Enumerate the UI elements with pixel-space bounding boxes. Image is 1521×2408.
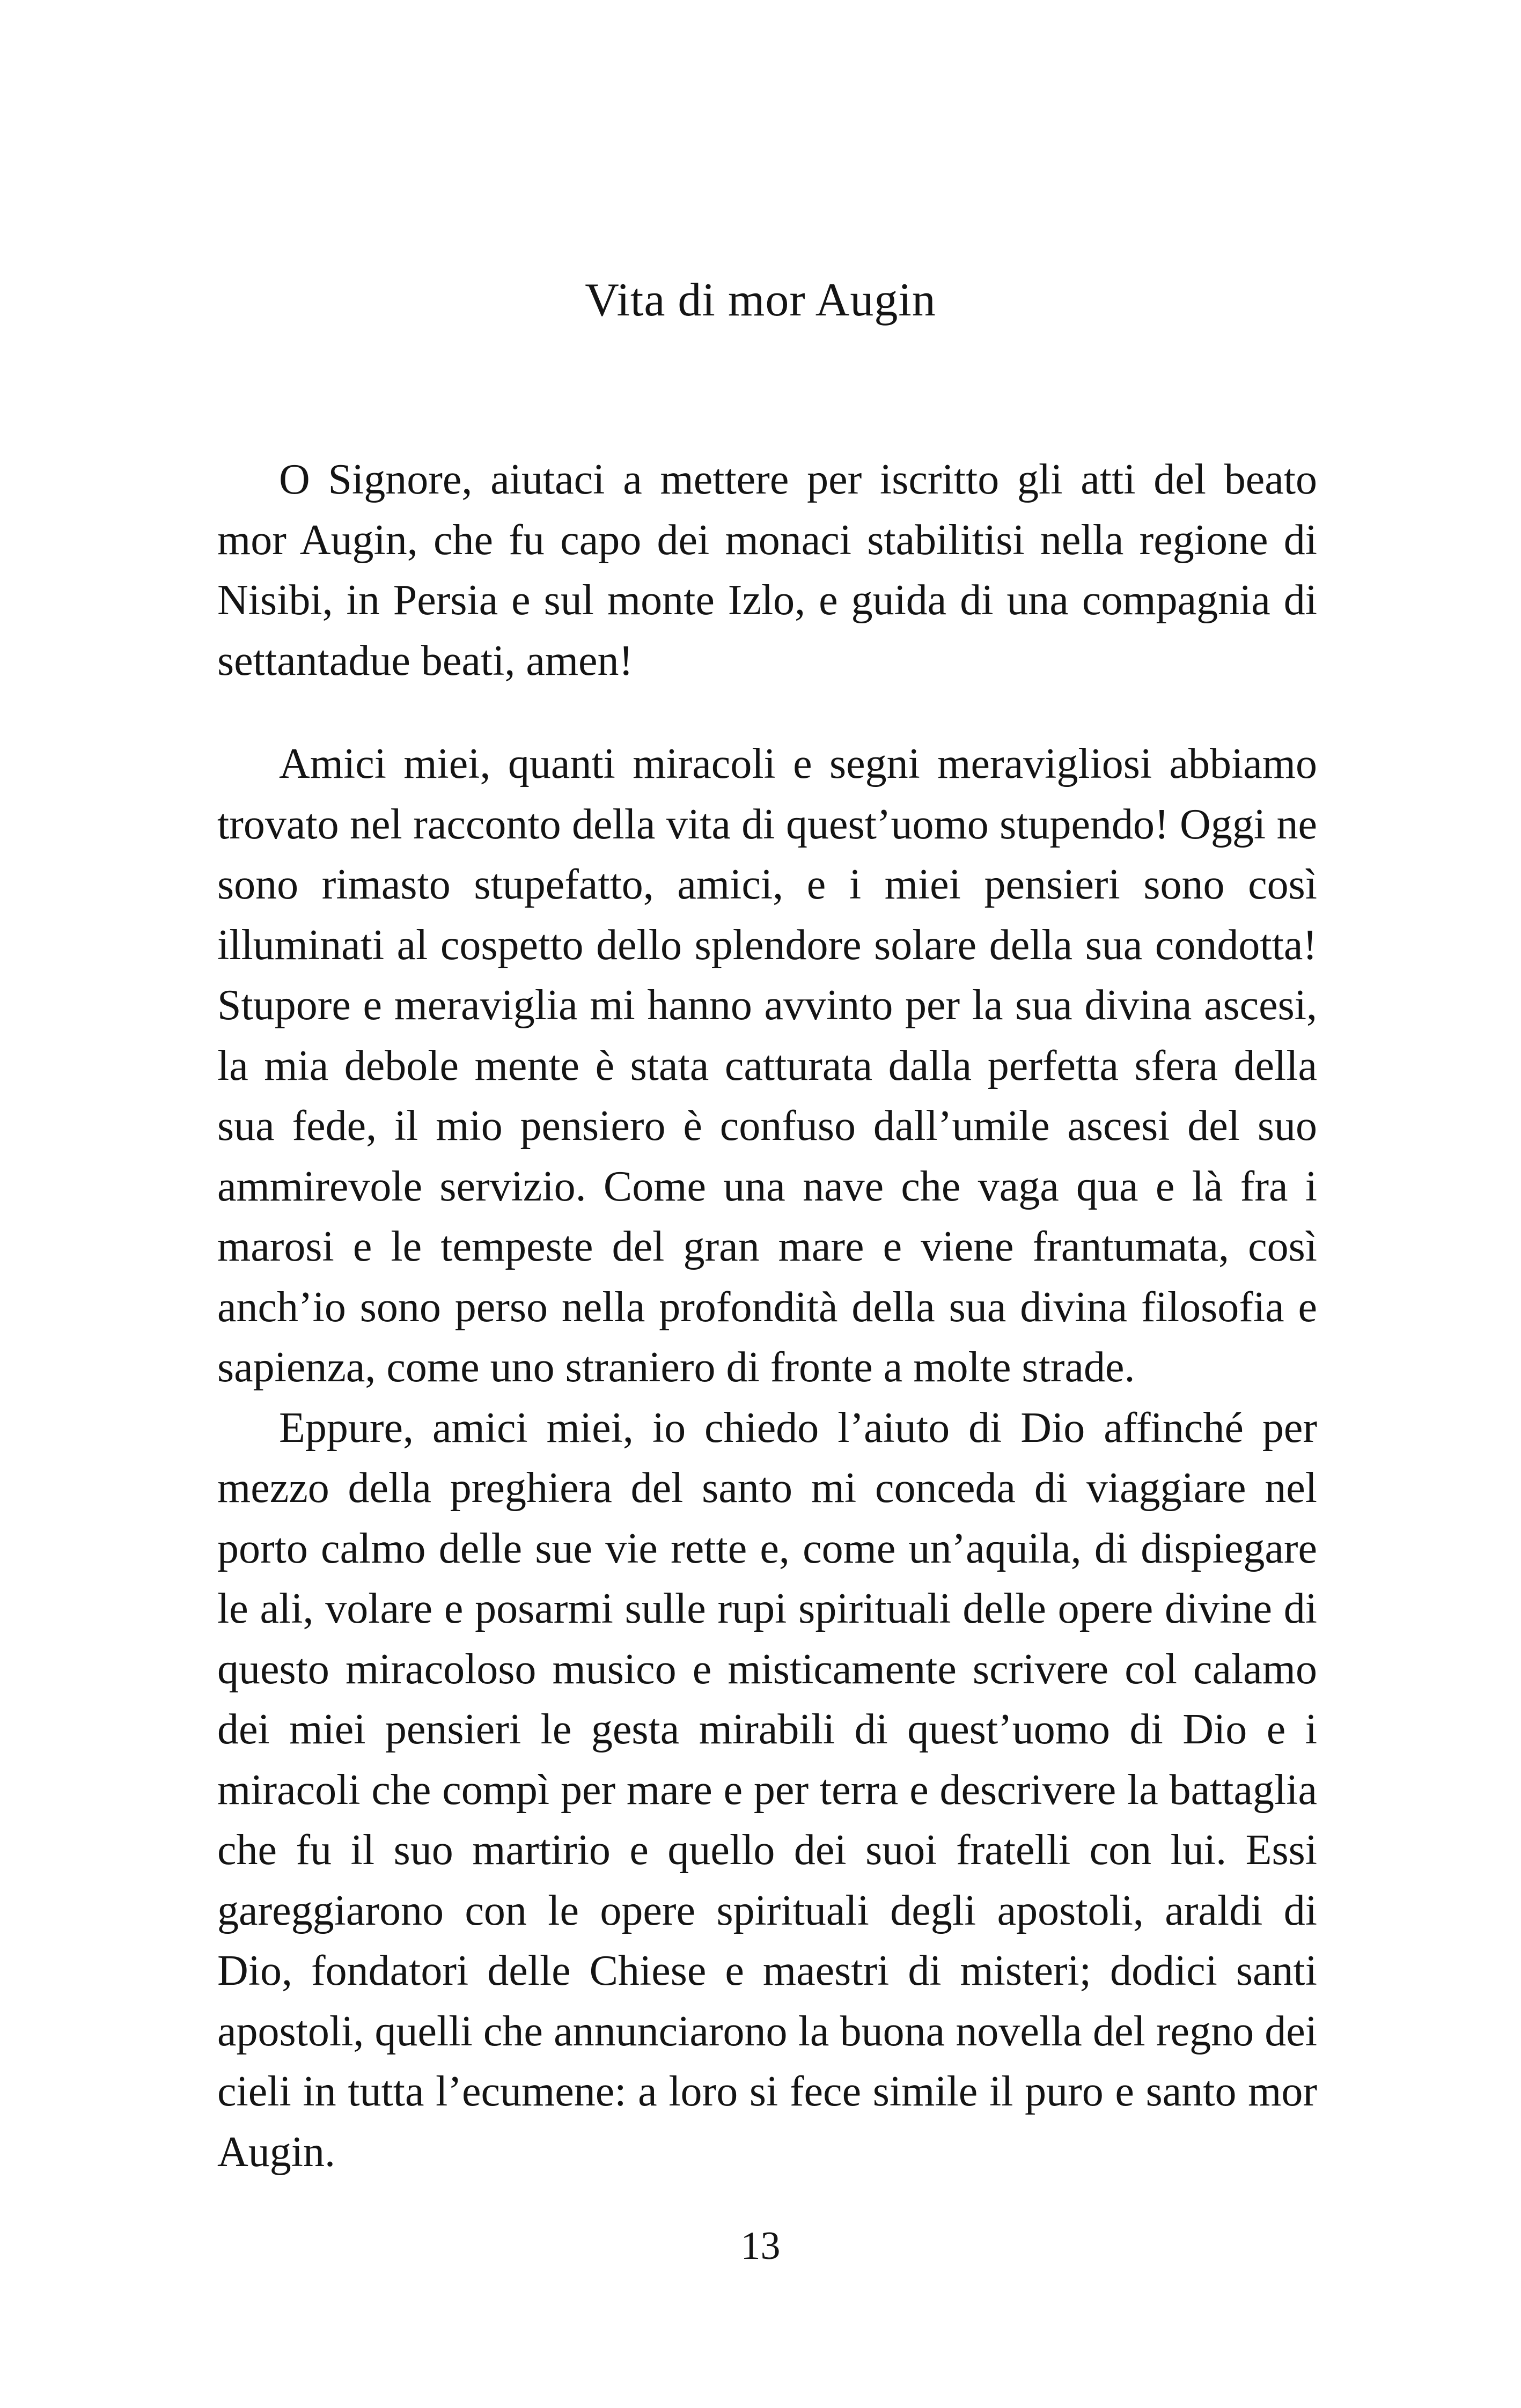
chapter-title: Vita di mor Augin: [585, 274, 936, 326]
main-text: [217, 734, 1317, 2182]
page-number: 13: [740, 2224, 781, 2268]
opening-prayer: [217, 450, 1317, 691]
paragraph: O Signore, aiutaci a mettere per iscritto gli atti del beato mor Augin, che fu capo dei monaci stabilitisi nella regione di Nisibi, in Persia e sul monte Izlo, e guida di una compagnia di settantadue beati, amen!: [217, 456, 1317, 684]
paragraph: Amici miei, quanti miracoli e segni meravigliosi abbiamo trovato nel racconto della vita di quest’uomo stupendo! Oggi ne sono rimasto stupefatto, amici, e i miei pensieri sono così illuminati al cospetto dello splendore solare della sua condotta! Stupore e meraviglia mi hanno avvinto per la sua divina ascesi, la mia debole mente è stata catturata dalla perfetta sfera della sua fede, il mio pensiero è confuso dall’umile ascesi del suo ammirevole servizio. Come una nave che vaga qua e là fra i marosi e le tempeste del gran mare e viene frantumata, così anch’io sono perso nella profondità della sua divina filosofia e sapienza, come uno straniero di fronte a molte strade.: [217, 740, 1317, 1391]
paragraph: Eppure, amici miei, io chiedo l’aiuto di Dio affinché per mezzo della preghiera del santo mi conceda di viaggiare nel porto calmo delle sue vie rette e, come un’aquila, di dispiegare le ali, volare e posarmi sulle rupi spirituali delle opere divine di questo miracoloso musico e misticamente scrivere col calamo dei miei pensieri le gesta mirabili di quest’uomo di Dio e i miracoli che compì per mare e per terra e descrivere la battaglia che fu il suo martirio e quello dei suoi fratelli con lui. Essi gareggiarono con le opere spirituali degli apostoli, araldi di Dio, fondatori delle Chiese e maestri di misteri; dodici santi apostoli, quelli che annunciarono la buona novella del regno dei cieli in tutta l’ecumene: a loro si fece simile il puro e santo mor Augin.: [217, 1404, 1317, 2176]
